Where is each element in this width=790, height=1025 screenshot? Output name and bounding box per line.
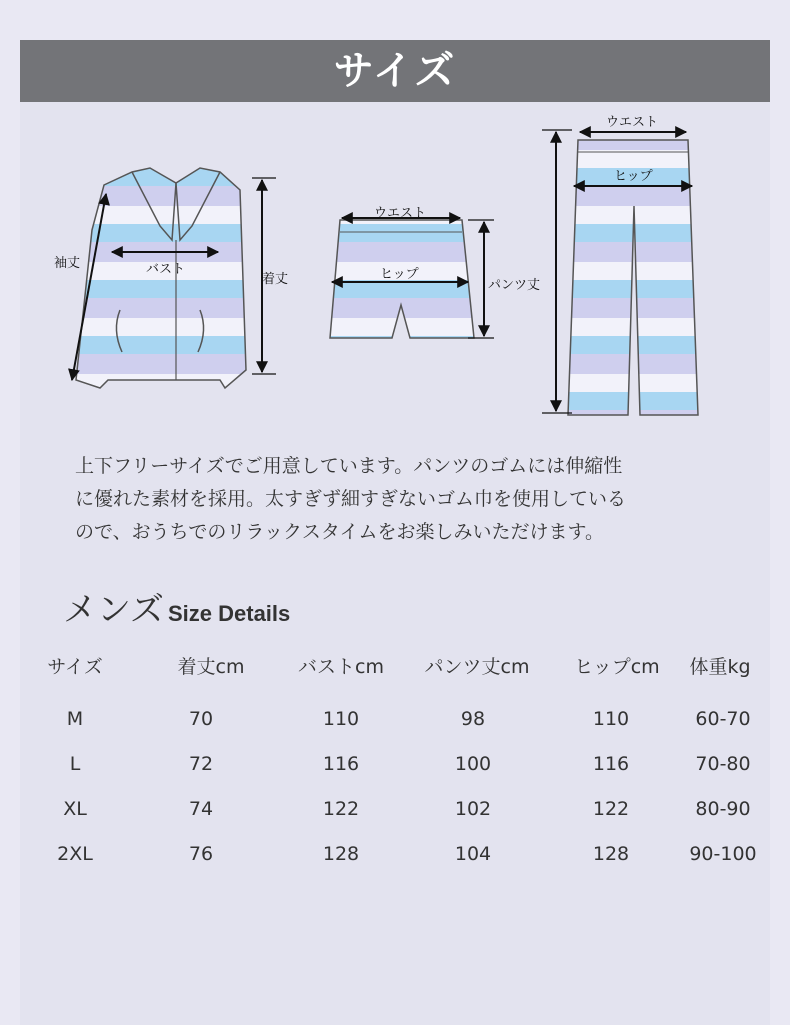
jacket-illustration xyxy=(76,168,246,388)
table-header: 体重kg xyxy=(689,656,751,678)
table-cell: 110 xyxy=(322,708,360,730)
table-cell: 128 xyxy=(592,843,630,865)
table-cell: 128 xyxy=(322,843,360,865)
section-title-jp: メンズ xyxy=(63,590,164,630)
section-title-en: Size Details xyxy=(167,601,291,626)
table-header: バストcm xyxy=(298,656,384,678)
table-cell: 60-70 xyxy=(695,708,751,730)
table-cell: 98 xyxy=(460,708,486,730)
table-cell: 70 xyxy=(188,708,214,730)
table-cell: 122 xyxy=(592,798,630,820)
table-cell: 90-100 xyxy=(689,843,757,865)
description-line: 上下フリーサイズでご用意しています。パンツのゴムには伸縮性 xyxy=(75,455,623,477)
table-header: 着丈cm xyxy=(177,656,245,678)
description-line: に優れた素材を採用。太すぎず細すぎないゴム巾を使用している xyxy=(75,488,627,510)
table-cell: 72 xyxy=(188,753,214,775)
table-cell: M xyxy=(66,708,84,730)
table-cell: 100 xyxy=(454,753,492,775)
table-cell: 104 xyxy=(454,843,492,865)
table-header: パンツ丈cm xyxy=(424,656,530,678)
description-line: ので、おうちでのリラックスタイムをお楽しみいただけます。 xyxy=(75,521,604,543)
page-title: サイズ xyxy=(333,48,457,94)
pants-hip-label: ヒップ xyxy=(614,169,653,184)
table-header: ヒップcm xyxy=(574,656,660,678)
table-cell: 2XL xyxy=(57,843,93,865)
table-cell: 74 xyxy=(188,798,214,820)
jacket-sleeve-label: 袖丈 xyxy=(54,256,81,271)
jacket-length-label: 着丈 xyxy=(262,272,289,287)
shorts-length-label: パンツ丈 xyxy=(488,278,541,293)
table-header: サイズ xyxy=(47,656,103,678)
table-cell: 122 xyxy=(322,798,360,820)
table-cell: 110 xyxy=(592,708,630,730)
jacket-bust-label: バスト xyxy=(146,262,186,277)
section-heading xyxy=(63,582,290,631)
description xyxy=(75,450,755,549)
table-cell: L xyxy=(69,753,81,775)
table-cell: 70-80 xyxy=(695,753,751,775)
pants-waist-label: ウエスト xyxy=(606,115,659,130)
table-cell: 76 xyxy=(188,843,214,865)
table-cell: 102 xyxy=(454,798,492,820)
table-cell: 116 xyxy=(592,753,630,775)
shorts-waist-label: ウエスト xyxy=(374,206,427,221)
shorts-hip-label: ヒップ xyxy=(380,267,419,282)
table-cell: XL xyxy=(63,798,87,820)
table-cell: 80-90 xyxy=(695,798,751,820)
table-cell: 116 xyxy=(322,753,360,775)
